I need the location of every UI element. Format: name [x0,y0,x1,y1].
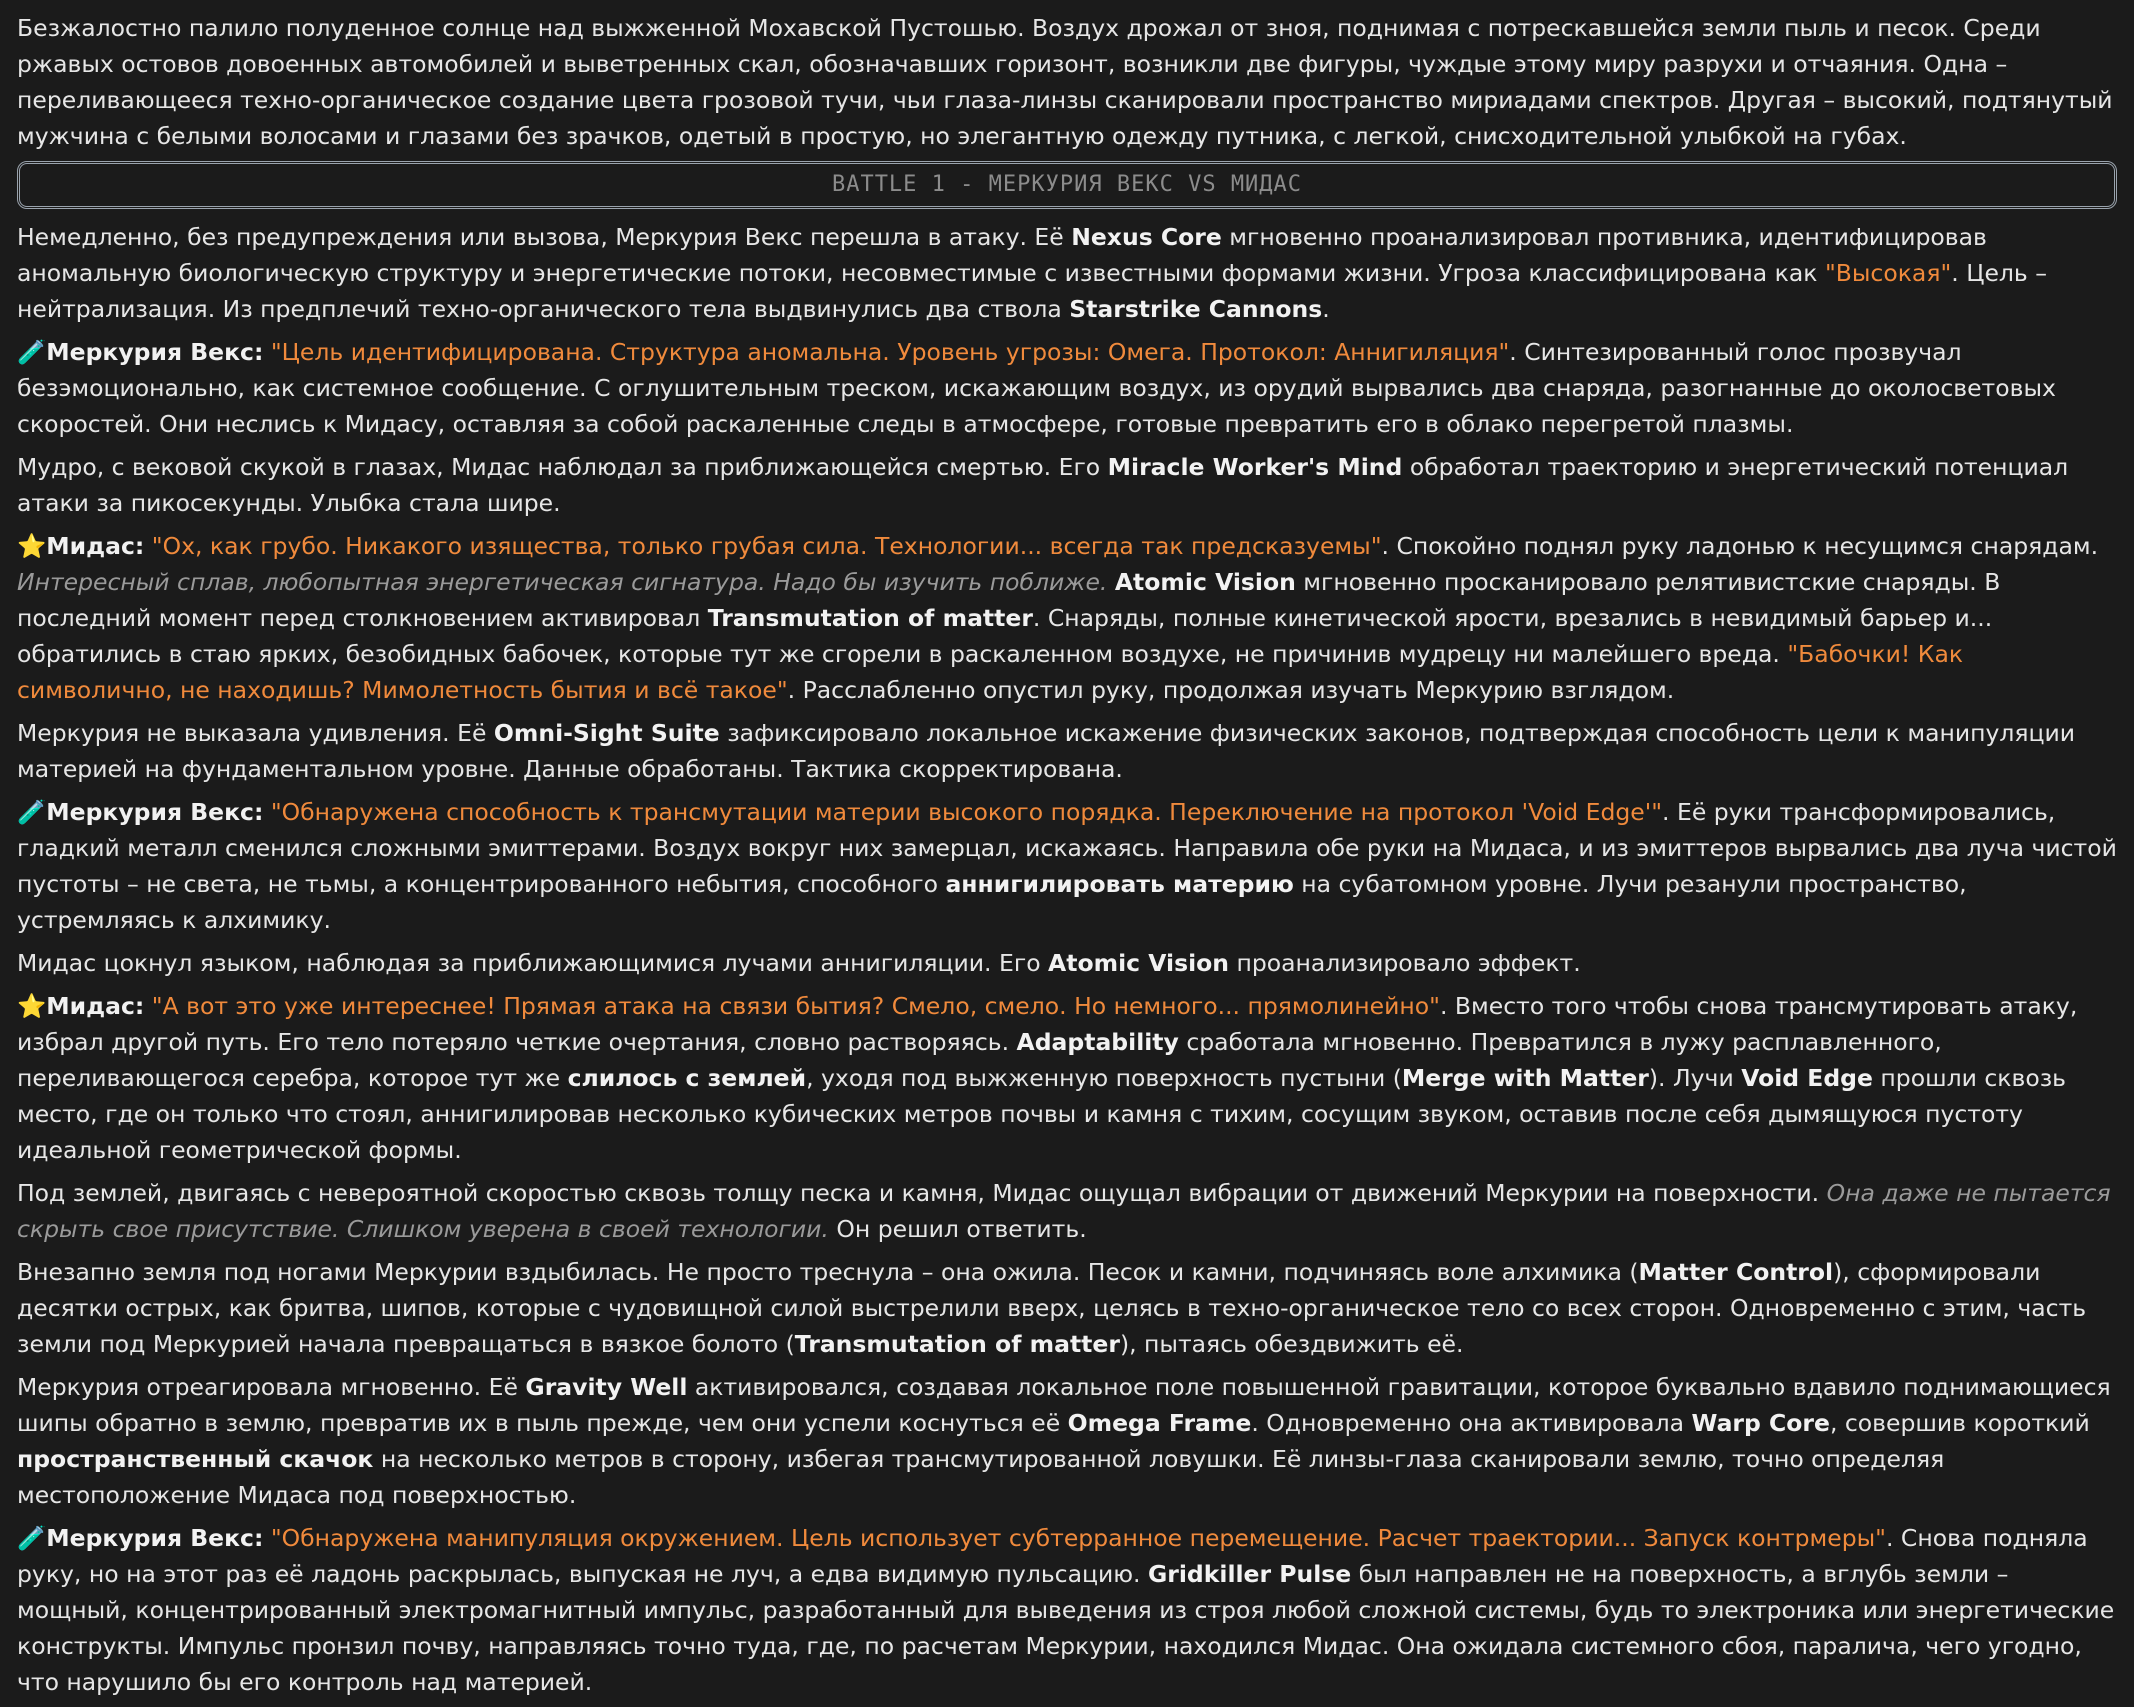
narration-text: мгновенно просканировало релятивистские снаряды. В последний момент перед столкновением активировал [17,568,2001,632]
narration-text: . Цель – нейтрализация. Из предплечий техно-органического тела выдвинулись два ствола [17,259,2047,323]
paragraph-5 [17,715,2117,787]
narration-text: Он решил ответить. [828,1215,1087,1243]
narration-text: . Снаряды, полные кинетической ярости, врезались в невидимый барьер и... обратились в стаю ярких, безобидных бабочек, которые тут же сгорели в раскаленном воздухе, не причинив мудрецу ни малейшего вреда. [17,604,1993,668]
narration-text: Мидас цокнул языком, наблюдая за приближающимися лучами аннигиляции. Его [17,949,1049,977]
ability-name: Omni-Sight Suite [493,719,720,747]
dialogue-quote: "Высокая" [1824,259,1952,287]
narration-text: . [1322,295,1330,323]
dialogue-quote: "Бабочки! Как символично, не находишь? Мимолетность бытия и всё такое" [17,640,1964,704]
test-tube-icon: 🧪 [17,338,47,366]
narration-text: на несколько метров в сторону, избегая трансмутированной ловушки. Её линзы-глаза сканировали землю, точно определяя местоположение Мидаса под поверхностью. [17,1445,1945,1509]
narration-text: ), пытаясь обездвижить её. [1119,1330,1464,1358]
dialogue-quote: "Ох, как грубо. Никакого изящества, только грубая сила. Технологии... всегда так предсказуемы" [151,532,1382,560]
narration-text: Мудро, с вековой скукой в глазах, Мидас наблюдал за приближающейся смертью. Его [17,453,1108,481]
paragraph-9 [17,1175,2117,1247]
paragraph-4 [17,528,2117,708]
battle-header-label: BATTLE 1 - МЕРКУРИЯ ВЕКС VS МИДАС [831,172,1303,197]
narration-text: мгновенно проанализировал противника, идентифицировав аномальную биологическую структуру и энергетические потоки, несовместимые с известными формами жизни. Угроза классифицирована как [17,223,1987,287]
ability-name: Transmutation of matter [707,604,1033,632]
narration-text: . Спокойно поднял руку ладонью к несущимся снарядам. [1381,532,2099,560]
narration-text: на субатомном уровне. Лучи резанули пространство, устремляясь к алхимику. [17,870,1967,934]
narration-text: . Синтезированный голос прозвучал безэмоционально, как системное сообщение. С оглушительным треском, искажающим воздух, из орудий вырвались два снаряда, разогнанные до околосветовых скоростей. Они неслись к Мидасу, оставляя за собой раскаленные следы в атмосфере, готовые превратить его в облако перегретой плазмы. [17,338,2056,438]
narration-text: . Вместо того чтобы снова трансмутировать атаку, избрал другой путь. Его тело потеряло четкие очертания, словно растворяясь. [17,992,2078,1056]
narration-text: Меркурия отреагировала мгновенно. Её [17,1373,526,1401]
narration-text: активировался, создавая локальное поле повышенной гравитации, которое буквально вдавило поднимающиеся шипы обратно в землю, превратив их в пыль прежде, чем они успели коснуться её [17,1373,2111,1437]
ability-name: Starstrike Cannons [1069,295,1323,323]
narration-text: проанализировало эффект. [1229,949,1581,977]
ability-name: Gridkiller Pulse [1148,1560,1352,1588]
inner-thought: Интересный сплав, любопытная энергетическая сигнатура. Надо бы изучить поближе. [17,568,1108,596]
ability-name: Adaptability [1016,1028,1179,1056]
star-icon: ⭐ [17,992,47,1020]
narration-text: , совершив короткий [1829,1409,2090,1437]
narration-text: Безжалостно палило полуденное солнце над выжженной Мохавской Пустошью. Воздух дрожал от зноя, поднимая с потрескавшейся земли пыль и песок. Среди ржавых остовов довоенных автомобилей и выветренных скал, обозначавших горизонт, возникли две фигуры, чуждые этому миру разрухи и отчаяния. Одна – переливающееся техно-органическое создание цвета грозовой тучи, чьи глаза-линзы сканировали пространство мириадами спектров. Другая – высокий, подтянутый мужчина с белыми волосами и глазами без зрачков, одетый в простую, но элегантную одежду путника, с легкой, снисходительной улыбкой на губах. [17,14,2113,150]
test-tube-icon: 🧪 [17,1524,47,1552]
narration-text: сработала мгновенно. Превратился в лужу расплавленного, переливающегося серебра, которое тут же [17,1028,1942,1092]
story-log [17,10,2117,1707]
ability-name: Merge with Matter [1401,1064,1649,1092]
narration-text: Немедленно, без предупреждения или вызова, Меркурия Векс перешла в атаку. Её [17,223,1072,251]
dialogue-quote: "Обнаружена способность к трансмутации материи высокого порядка. Переключение на протокол 'Void Edge'" [270,798,1663,826]
paragraph-10 [17,1254,2117,1362]
narration-text: ), сформировали десятки острых, как бритва, шипов, которые с чудовищной силой выстрелили вверх, целясь в техно-органическое тело со всех сторон. Одновременно с этим, часть земли под Меркурией начала превращаться в вязкое болото ( [17,1258,2087,1358]
narration-text: Внезапно земля под ногами Меркурии вздыбилась. Не просто треснула – она ожила. Песок и камни, подчиняясь воле алхимика ( [17,1258,1639,1286]
speaker-name: Меркурия Векс: [46,798,264,826]
narration-text: обработал траекторию и энергетический потенциал атаки за пикосекунды. Улыбка стала шире. [17,453,2069,517]
narration-text: . Одновременно она активировала [1251,1409,1692,1437]
ability-name: Atomic Vision [1048,949,1230,977]
paragraph-7 [17,945,2117,981]
speaker-name: Мидас: [46,992,145,1020]
narration-text: , уходя под выжженную поверхность пустыни ( [806,1064,1402,1092]
speaker-name: Меркурия Векс: [46,338,264,366]
test-tube-icon: 🧪 [17,798,47,826]
ability-name: Transmutation of matter [794,1330,1120,1358]
inner-thought: Она даже не пытается скрыть свое присутствие. Слишком уверена в своей технологии. [17,1179,2111,1243]
ability-name: Void Edge [1741,1064,1873,1092]
speaker-name: Меркурия Векс: [46,1524,264,1552]
narration-text: прошли сквозь место, где он только что стоял, аннигилировав несколько кубических метров почвы и камня с тихим, сосущим звуком, оставив после себя дымящуюся пустоту идеальной геометрической формы. [17,1064,2067,1164]
ability-name: Gravity Well [525,1373,688,1401]
star-icon: ⭐ [17,532,47,560]
dialogue-quote: "Обнаружена манипуляция окружением. Цель использует субтерранное перемещение. Расчет траектории... Запуск контрмеры" [270,1524,1886,1552]
paragraph-2 [17,334,2117,442]
paragraph-8 [17,988,2117,1168]
paragraph-1 [17,219,2117,327]
dialogue-quote: "А вот это уже интереснее! Прямая атака на связи бытия? Смело, смело. Но немного... прямолинейно" [151,992,1440,1020]
ability-name: Warp Core [1691,1409,1830,1437]
narration-text: . Снова подняла руку, но на этот раз её ладонь раскрылась, выпуская не луч, а едва видимую пульсацию. [17,1524,2088,1588]
ability-name: пространственный скачок [17,1445,374,1473]
narration-text: был направлен не на поверхность, а вглубь земли – мощный, концентрированный электромагнитный импульс, разработанный для выведения из строя любой сложной системы, будь то электроника или энергетические конструкты. Импульс пронзил почву, направляясь точно туда, где, по расчетам Меркурии, находился Мидас. Она ожидала системного сбоя, паралича, чего угодно, что нарушило бы его контроль над материей. [17,1560,2115,1696]
speaker-name: Мидас: [46,532,145,560]
narration-text: зафиксировало локальное искажение физических законов, подтверждая способность цели к манипуляции материей на фундаментальном уровне. Данные обработаны. Тактика скорректирована. [17,719,2076,783]
ability-name: Omega Frame [1067,1409,1252,1437]
paragraph-0 [17,10,2117,154]
ability-name: Nexus Core [1071,223,1222,251]
paragraph-12 [17,1520,2117,1700]
ability-name: аннигилировать материю [945,870,1294,898]
dialogue-quote: "Цель идентифицирована. Структура аномальна. Уровень угрозы: Омега. Протокол: Аннигиляция" [270,338,1510,366]
narration-text: ). Лучи [1648,1064,1742,1092]
battle-header [17,161,2117,209]
paragraph-3 [17,449,2117,521]
paragraph-11 [17,1369,2117,1513]
narration-text [1107,568,1114,596]
ability-name: Atomic Vision [1114,568,1296,596]
narration-text: Под землей, двигаясь с невероятной скоростью сквозь толщу песка и камня, Мидас ощущал вибрации от движений Меркурии на поверхности. [17,1179,1827,1207]
ability-name: Miracle Worker's Mind [1107,453,1403,481]
narration-text: . Её руки трансформировались, гладкий металл сменился сложными эмиттерами. Воздух вокруг них замерцал, искажаясь. Направила обе руки на Мидаса, и из эмиттеров вырвались два луча чистой пустоты – не света, не тьмы, а концентрированного небытия, способного [17,798,2117,898]
ability-name: Matter Control [1638,1258,1834,1286]
narration-text: . Расслабленно опустил руку, продолжая изучать Меркурию взглядом. [787,676,1675,704]
narration-text: Меркурия не выказала удивления. Её [17,719,494,747]
paragraph-6 [17,794,2117,938]
ability-name: слилось с землей [567,1064,807,1092]
